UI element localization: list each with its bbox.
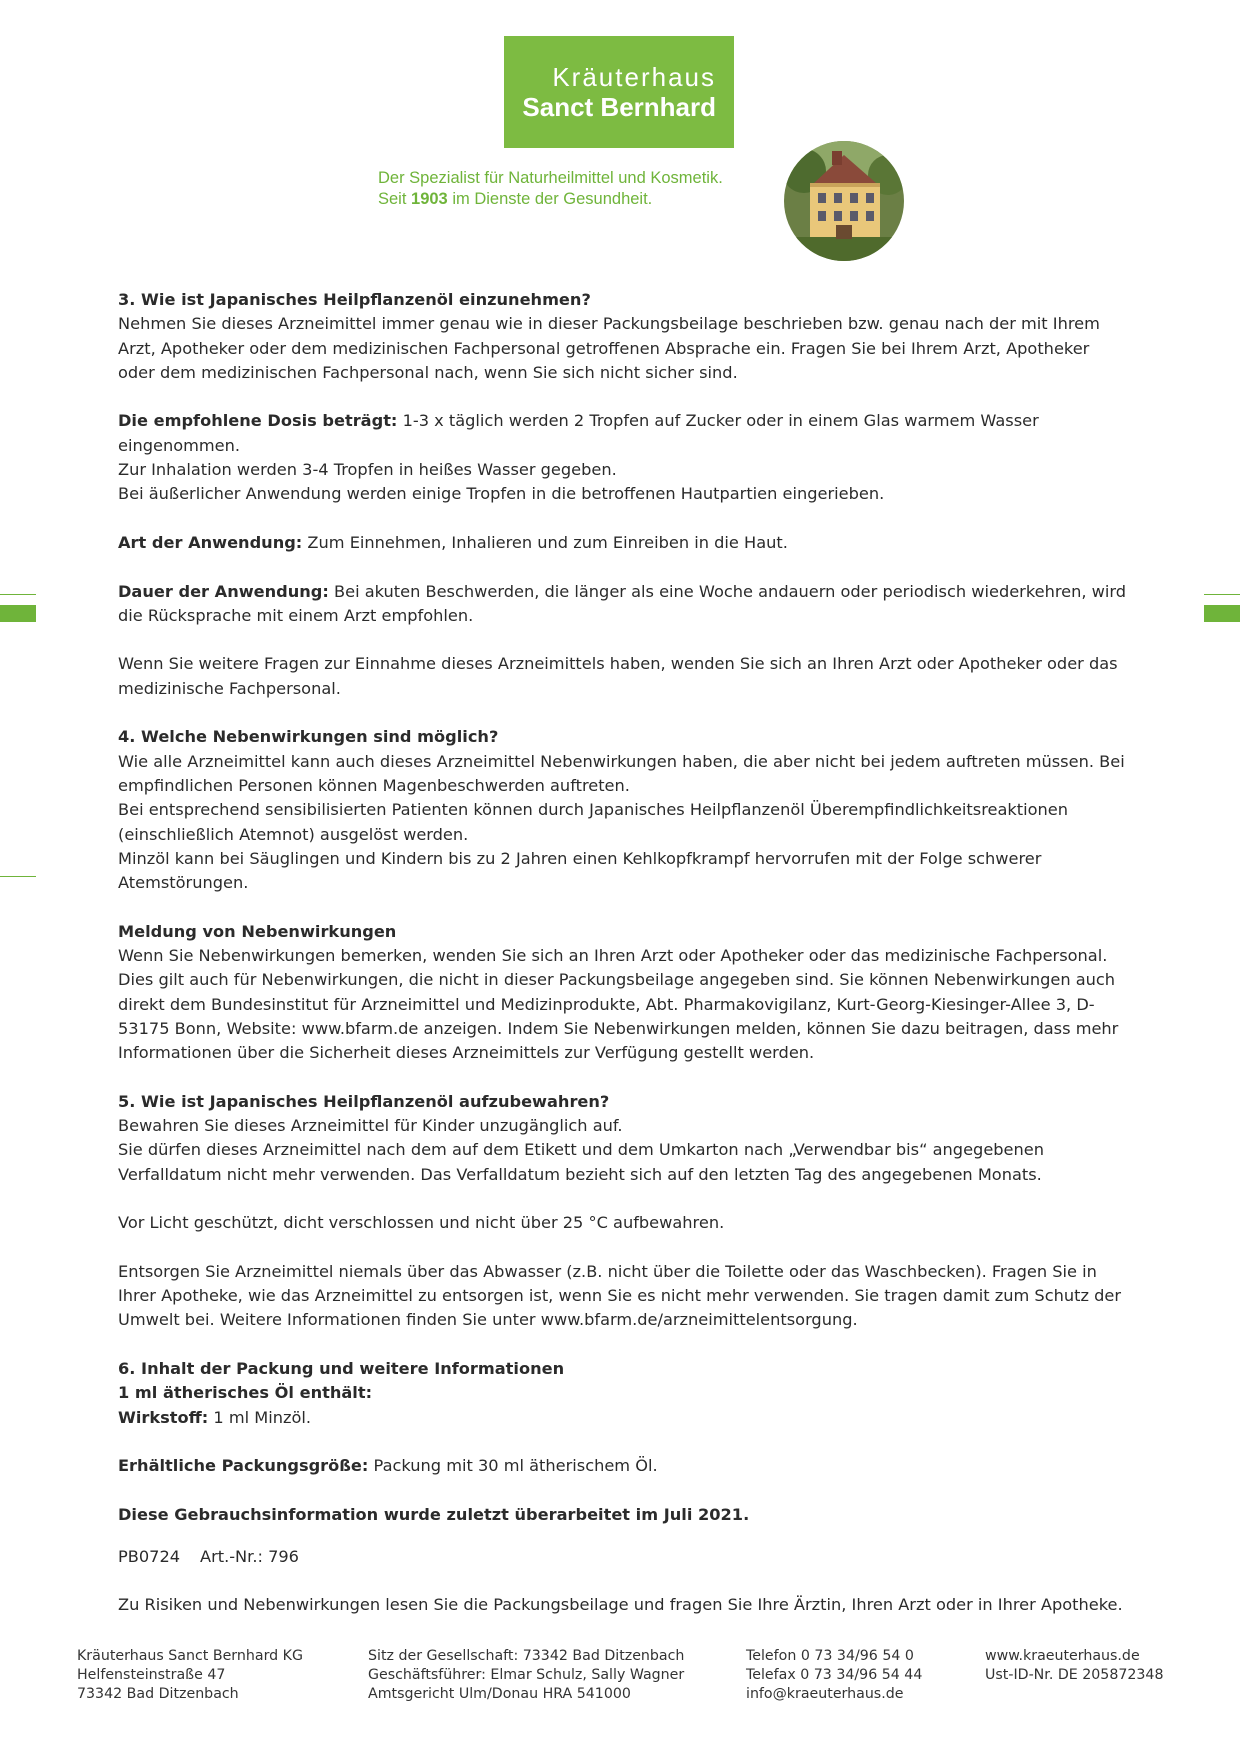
section-5-p2: Sie dürfen dieses Arzneimittel nach dem auf dem Etikett und dem Umkarton nach „Verwendbar bis“ angegebenen Verfalldatum nicht mehr verwenden. Das Verfalldatum bezieht sich auf den letzten Tag des angegebenen Monats. xyxy=(118,1140,1044,1184)
art-label: Art der Anwendung: xyxy=(118,532,303,552)
footer-fax: Telefax 0 73 34/96 54 44 xyxy=(746,1667,923,1683)
art-text: Zum Einnehmen, Inhalieren und zum Einreiben in die Haut. xyxy=(302,532,788,552)
section-6-heading: 6. Inhalt der Packung und weitere Informationen xyxy=(118,1359,565,1379)
footer-web xyxy=(985,1647,1164,1685)
application-type xyxy=(118,531,1128,555)
tagline-line-1: Der Spezialist für Naturheilmittel und Kosmetik. xyxy=(378,169,723,187)
wirkstoff-label: Wirkstoff: xyxy=(118,1407,209,1427)
section-3-intro: Nehmen Sie dieses Arzneimittel immer genau wie in dieser Packungsbeilage beschrieben bzw. genau nach der mit Ihrem Arzt, Apotheker oder dem medizinischen Fachpersonal getroffenen Absprache ein. Fragen Sie bei Ihrem Arzt, Apotheker oder dem medizinischen Fachpersonal nach, wenn Sie sich nicht sicher sind. xyxy=(118,314,1100,382)
disposal-info: Entsorgen Sie Arzneimittel niemals über das Abwasser (z.B. nicht über die Toilette oder das Waschbecken). Fragen Sie in Ihrer Apotheke, wie das Arzneimittel zu entsorgen ist, wenn Sie es nicht mehr verwenden. Sie tragen damit zum Schutz der Umwelt bei. Weitere Informationen finden Sie unter www.bfarm.de/arzneimittelentsorgung. xyxy=(118,1261,1122,1330)
pack-size xyxy=(118,1454,1128,1478)
product-code: PB0724 xyxy=(118,1547,181,1567)
tagline xyxy=(378,168,723,210)
right-fold-mark xyxy=(1204,605,1240,622)
dose-inhalation: Zur Inhalation werden 3-4 Tropfen in heißes Wasser gegeben. xyxy=(118,460,617,480)
footer-legal xyxy=(368,1647,684,1704)
footer-phone: Telefon 0 73 34/96 54 0 xyxy=(746,1648,914,1664)
tagline-suffix: im Dienste der Gesundheit. xyxy=(447,190,653,208)
section-4 xyxy=(118,725,1128,895)
house-photo xyxy=(784,141,904,261)
left-fold-mark xyxy=(0,605,36,622)
footer-seat: Sitz der Gesellschaft: 73342 Bad Ditzenbach xyxy=(368,1648,685,1664)
pack-text: Packung mit 30 ml ätherischem Öl. xyxy=(368,1456,658,1476)
footer-city: 73342 Bad Ditzenbach xyxy=(77,1686,239,1702)
dauer-label: Dauer der Anwendung: xyxy=(118,581,329,601)
brand-logo xyxy=(504,36,734,148)
revision-text: Diese Gebrauchsinformation wurde zuletzt überarbeitet im Juli 2021. xyxy=(118,1504,750,1524)
footer-court: Amtsgericht Ulm/Donau HRA 541000 xyxy=(368,1686,631,1702)
reporting-section xyxy=(118,920,1128,1066)
house-illustration xyxy=(784,141,904,261)
article-number: Art.-Nr.: 796 xyxy=(200,1547,299,1567)
section-6 xyxy=(118,1357,1128,1430)
dosage-block xyxy=(118,409,1128,506)
section-4-p2: Bei entsprechend sensibilisierten Patienten können durch Japanisches Heilpflanzenöl Überempfindlichkeitsreaktionen (einschließlich Atemnot) ausgelöst werden. xyxy=(118,800,1068,844)
right-fold-line-top xyxy=(1204,594,1240,595)
dose-external: Bei äußerlicher Anwendung werden einige Tropfen in die betroffenen Hautpartien eingerieben. xyxy=(118,484,885,504)
application-duration xyxy=(118,580,1128,629)
dose-text: 1-3 x täglich werden 2 Tropfen auf Zucker oder in einem Glas warmem Wasser eingenommen. xyxy=(118,411,1039,455)
leaflet-body xyxy=(118,288,1128,1642)
section-4-heading: 4. Welche Nebenwirkungen sind möglich? xyxy=(118,727,499,747)
risk-notice: Zu Risiken und Nebenwirkungen lesen Sie die Packungsbeilage und fragen Sie Ihre Ärztin, Ihren Arzt oder in Ihrer Apotheke. xyxy=(118,1595,1123,1615)
section-5-heading: 5. Wie ist Japanisches Heilpflanzenöl aufzubewahren? xyxy=(118,1091,610,1111)
tagline-year: 1903 xyxy=(411,190,448,208)
logo-line-2: Sanct Bernhard xyxy=(522,92,716,122)
dose-label: Die empfohlene Dosis beträgt: xyxy=(118,411,398,431)
further-questions: Wenn Sie weitere Fragen zur Einnahme dieses Arzneimittels haben, wenden Sie sich an Ihren Arzt oder Apotheker oder das medizinische Fachpersonal. xyxy=(118,654,1118,698)
pack-label: Erhältliche Packungsgröße: xyxy=(118,1456,369,1476)
section-4-p3: Minzöl kann bei Säuglingen und Kindern bis zu 2 Jahren einen Kehlkopfkrampf hervorrufen mit der Folge schwerer Atemstörungen. xyxy=(118,848,1042,893)
tagline-line-2 xyxy=(378,189,723,210)
tagline-prefix: Seit xyxy=(378,190,412,208)
section-3-heading: 3. Wie ist Japanisches Heilpflanzenöl einzunehmen? xyxy=(118,290,591,309)
wirkstoff-text: 1 ml Minzöl. xyxy=(208,1407,312,1427)
footer-email[interactable]: info@kraeuterhaus.de xyxy=(746,1686,904,1702)
reporting-heading: Meldung von Nebenwirkungen xyxy=(118,921,397,941)
footer-company xyxy=(77,1647,303,1704)
revision-date xyxy=(118,1503,1128,1527)
dauer-text: Bei akuten Beschwerden, die länger als eine Woche andauern oder periodisch wiederkehren, wird die Rücksprache mit einem Arzt empfohlen. xyxy=(118,581,1127,625)
left-fold-line-bottom xyxy=(0,876,36,877)
storage-conditions: Vor Licht geschützt, dicht verschlossen und nicht über 25 °C aufbewahren. xyxy=(118,1213,725,1233)
reporting-text: Wenn Sie Nebenwirkungen bemerken, wenden Sie sich an Ihren Arzt oder Apotheker oder das medizinische Fachpersonal. Dies gilt auch für Nebenwirkungen, die nicht in dieser Packungsbeilage angegeben sind. Sie können Nebenwirkungen auch direkt dem Bundesinstitut für Arzneimittel und Medizinprodukte, Abt. Pharmakovigilanz, Kurt-Georg-Kiesinger-Allee 3, D-53175 Bonn, Website: www.bfarm.de anzeigen. Indem Sie Nebenwirkungen melden, können Sie dazu beitragen, dass mehr Informationen über die Sicherheit dieses Arzneimittels zur Verfügung gestellt werden. xyxy=(118,946,1119,1063)
section-3 xyxy=(118,288,1128,385)
footer-managers: Geschäftsführer: Elmar Schulz, Sally Wagner xyxy=(368,1667,685,1683)
footer-contact xyxy=(746,1647,922,1704)
section-5-p1: Bewahren Sie dieses Arzneimittel für Kinder unzugänglich auf. xyxy=(118,1116,623,1136)
section-5 xyxy=(118,1090,1128,1187)
logo-line-1: Kräuterhaus xyxy=(552,62,716,92)
footer-vat-id: Ust-ID-Nr. DE 205872348 xyxy=(985,1667,1164,1683)
footer-street: Helfensteinstraße 47 xyxy=(77,1667,226,1683)
article-line xyxy=(118,1545,1128,1569)
footer-company-name: Kräuterhaus Sanct Bernhard KG xyxy=(77,1648,303,1664)
footer-website[interactable]: www.kraeuterhaus.de xyxy=(985,1648,1140,1664)
section-4-p1: Wie alle Arzneimittel kann auch dieses Arzneimittel Nebenwirkungen haben, die aber nicht bei jedem auftreten müssen. Bei empfindlichen Personen können Magenbeschwerden auftreten. xyxy=(118,751,1125,795)
left-fold-line-top xyxy=(0,594,36,595)
section-6-subheading: 1 ml ätherisches Öl enthält: xyxy=(118,1383,373,1403)
